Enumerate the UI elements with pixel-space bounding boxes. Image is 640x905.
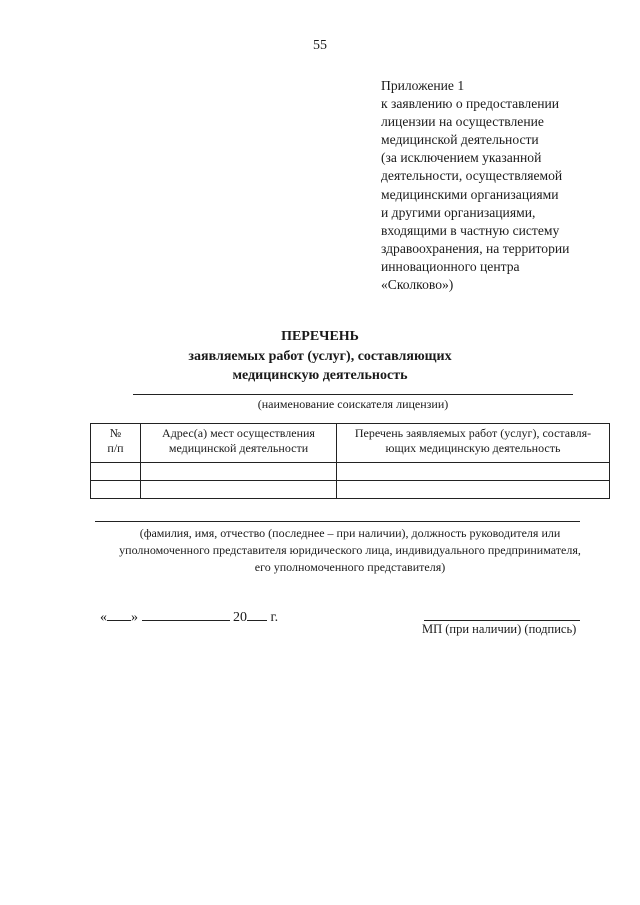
date-field (100, 607, 278, 626)
column-header-works (337, 424, 610, 463)
month-blank[interactable] (142, 607, 230, 621)
appendix-line: входящими в частную систему (381, 222, 560, 238)
table-row (91, 481, 610, 499)
subtitle-line: медицинскую деятельность (232, 368, 408, 383)
header-text: № (109, 426, 122, 440)
caption-line: уполномоченного представителя юридического лица, индивидуального предпринимателя, (119, 543, 581, 557)
representative-caption (95, 525, 605, 576)
column-header-number (91, 424, 141, 463)
table-row (91, 463, 610, 481)
appendix-line: «Сколково») (381, 277, 454, 293)
day-blank[interactable] (107, 607, 131, 621)
header-text: ющих медицинскую деятельность (385, 441, 561, 455)
document-subtitle (0, 347, 640, 385)
representative-name-line[interactable] (95, 521, 580, 522)
table-cell[interactable] (91, 463, 141, 481)
signature-caption: МП (при наличии) (подпись) (422, 622, 577, 636)
appendix-note (381, 77, 621, 294)
open-quote: « (100, 610, 107, 625)
appendix-line: и другими организациями, (381, 204, 536, 220)
subtitle-line: заявляемых работ (услуг), составляющих (188, 349, 452, 364)
caption-line: (фамилия, имя, отчество (последнее – при наличии), должность руководителя или (139, 526, 561, 540)
signature-line[interactable] (424, 620, 580, 621)
document-title: ПЕРЕЧЕНЬ (281, 329, 359, 344)
header-text: Перечень заявляемых работ (услуг), составля- (354, 426, 592, 440)
appendix-line: (за исключением указанной (381, 150, 542, 166)
table-cell[interactable] (141, 481, 337, 499)
header-text: п/п (107, 441, 124, 455)
appendix-line: Приложение 1 (381, 78, 465, 93)
close-quote: » (131, 610, 138, 625)
table-cell[interactable] (141, 463, 337, 481)
appendix-line: инновационного центра (381, 258, 520, 274)
header-text: медицинской деятельности (168, 441, 309, 455)
table-cell[interactable] (91, 481, 141, 499)
year-prefix: 20 (233, 610, 247, 625)
year-suffix: г. (270, 610, 279, 625)
header-text: Адрес(а) мест осуществления (162, 426, 315, 440)
appendix-line: здравоохранения, на территории (381, 240, 570, 256)
table-cell[interactable] (337, 481, 610, 499)
year-blank[interactable] (247, 607, 267, 621)
appendix-line: лицензии на осуществление (381, 114, 544, 130)
applicant-caption: (наименование соискателя лицензии) (257, 397, 449, 411)
works-table (90, 423, 610, 499)
table-cell[interactable] (337, 463, 610, 481)
caption-line: его уполномоченного представителя) (254, 560, 446, 574)
table-header-row (91, 424, 610, 463)
appendix-line: к заявлению о предоставлении (381, 96, 560, 112)
page-number: 55 (313, 38, 327, 53)
applicant-name-line[interactable] (133, 394, 573, 395)
appendix-line: медицинской деятельности (381, 132, 539, 148)
column-header-address (141, 424, 337, 463)
appendix-line: деятельности, осуществляемой (381, 168, 563, 184)
appendix-line: медицинскими организациями (381, 186, 559, 202)
